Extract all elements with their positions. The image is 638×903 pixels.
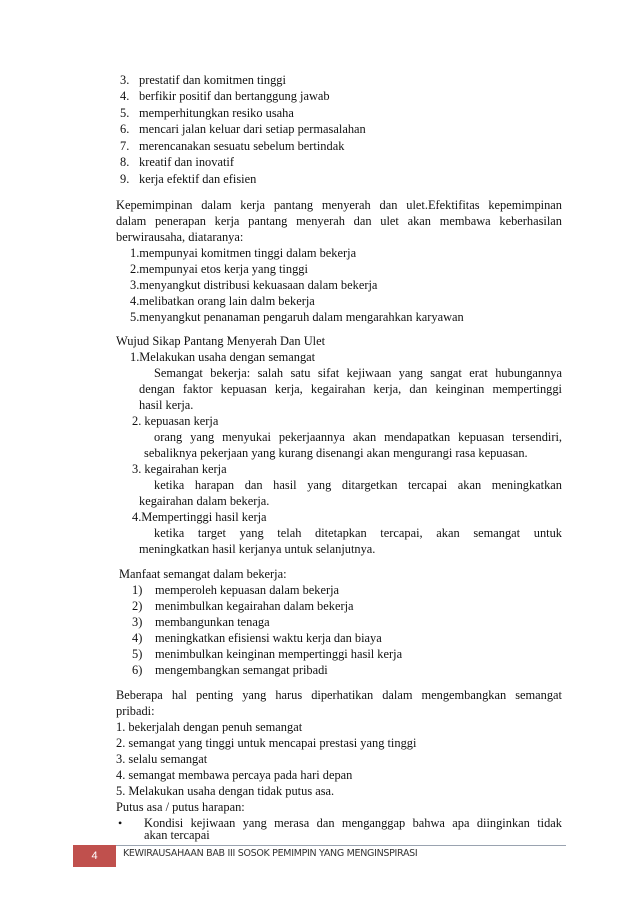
list-item: 4. semangat membawa percaya pada hari depan [116,768,353,782]
list-item: 8. kreatif dan inovatif [120,155,234,169]
list-item: 5.menyangkut penanaman pengaruh dalam mengarahkan karyawan [130,310,464,324]
section-heading: Manfaat semangat dalam bekerja: [119,567,287,581]
paragraph-line: dalam penerapan kerja pantang menyerah dan ulet akan membawa keberhasilan [116,214,562,228]
paragraph-line: Beberapa hal penting yang harus diperhatikan dalam mengembangkan semangat [116,688,562,702]
sub-heading: 4.Mempertinggi hasil kerja [132,510,267,524]
paragraph-line: Kondisi kejiwaan yang merasa dan menganggap bahwa apa diinginkan tidak [144,816,562,830]
list-item: 5. Melakukan usaha dengan tidak putus asa. [116,784,335,798]
paragraph-line: Semangat bekerja: salah satu sifat kejiwaan yang sangat erat hubungannya [154,366,562,380]
bullet-icon: • [118,816,123,830]
paragraph-line: berwirausaha, diataranya: [116,230,244,244]
paragraph-line: kegairahan dalam bekerja. [139,494,270,508]
list-item: 5. memperhitungkan resiko usaha [120,106,294,120]
paragraph-line: orang yang menyukai pekerjaannya akan mendapatkan kepuasan tersendiri, [154,430,562,444]
paragraph-line: akan tercapai [144,828,210,842]
list-item: 2. semangat yang tinggi untuk mencapai prestasi yang tinggi [116,736,417,750]
list-item: 3. prestatif dan komitmen tinggi [120,73,286,87]
page-number: 4 [91,850,98,862]
list-item: 5) menimbulkan keinginan mempertinggi hasil kerja [132,647,403,661]
paragraph-line: pribadi: [116,704,155,718]
list-item: 4. berfikir positif dan bertanggung jawab [120,89,330,103]
footer-title: KEWIRAUSAHAAN BAB III SOSOK PEMIMPIN YANG MENGINSPIRASI [123,848,418,859]
sub-heading: 1.Melakukan usaha dengan semangat [130,350,316,364]
list-item: 1. bekerjalah dengan penuh semangat [116,720,303,734]
list-item: 6) mengembangkan semangat pribadi [132,663,328,677]
footer-divider [115,845,566,846]
list-item: 9. kerja efektif dan efisien [120,172,257,186]
list-item: 4.melibatkan orang lain dalm bekerja [130,294,315,308]
list-item: 1.mempunyai komitmen tinggi dalam bekerja [130,246,357,260]
list-item: 1) memperoleh kepuasan dalam bekerja [132,583,340,597]
paragraph-line: meningkatkan hasil kerjanya untuk selanjutnya. [139,542,376,556]
list-item: 7. merencanakan sesuatu sebelum bertindak [120,139,345,153]
sub-heading: 2. kepuasan kerja [132,414,219,428]
list-item: 4) meningkatkan efisiensi waktu kerja dan biaya [132,631,382,645]
paragraph-line: hasil kerja. [139,398,194,412]
list-item: 3) membangunkan tenaga [132,615,270,629]
paragraph-line: sebaliknya pekerjaan yang kurang disenangi akan mengurangi rasa kepuasan. [144,446,528,460]
list-item: 6. mencari jalan keluar dari setiap permasalahan [120,122,366,136]
paragraph-line: Putus asa / putus harapan: [116,800,245,814]
paragraph-line: ketika target yang telah ditetapkan tercapai, akan semangat untuk [154,526,562,540]
section-heading: Wujud Sikap Pantang Menyerah Dan Ulet [116,334,326,348]
list-item: 3. selalu semangat [116,752,208,766]
list-item: 3.menyangkut distribusi kekuasaan dalam bekerja [130,278,378,292]
paragraph-line: ketika harapan dan hasil yang ditargetkan tercapai akan meningkatkan [154,478,562,492]
list-item: 2) menimbulkan kegairahan dalam bekerja [132,599,354,613]
paragraph-line: dengan faktor kepuasan kerja, kegairahan kerja, dan keinginan mempertinggi [139,382,562,396]
sub-heading: 3. kegairahan kerja [132,462,227,476]
paragraph-line: Kepemimpinan dalam kerja pantang menyerah dan ulet.Efektifitas kepemimpinan [116,198,562,212]
list-item: 2.mempunyai etos kerja yang tinggi [130,262,308,276]
